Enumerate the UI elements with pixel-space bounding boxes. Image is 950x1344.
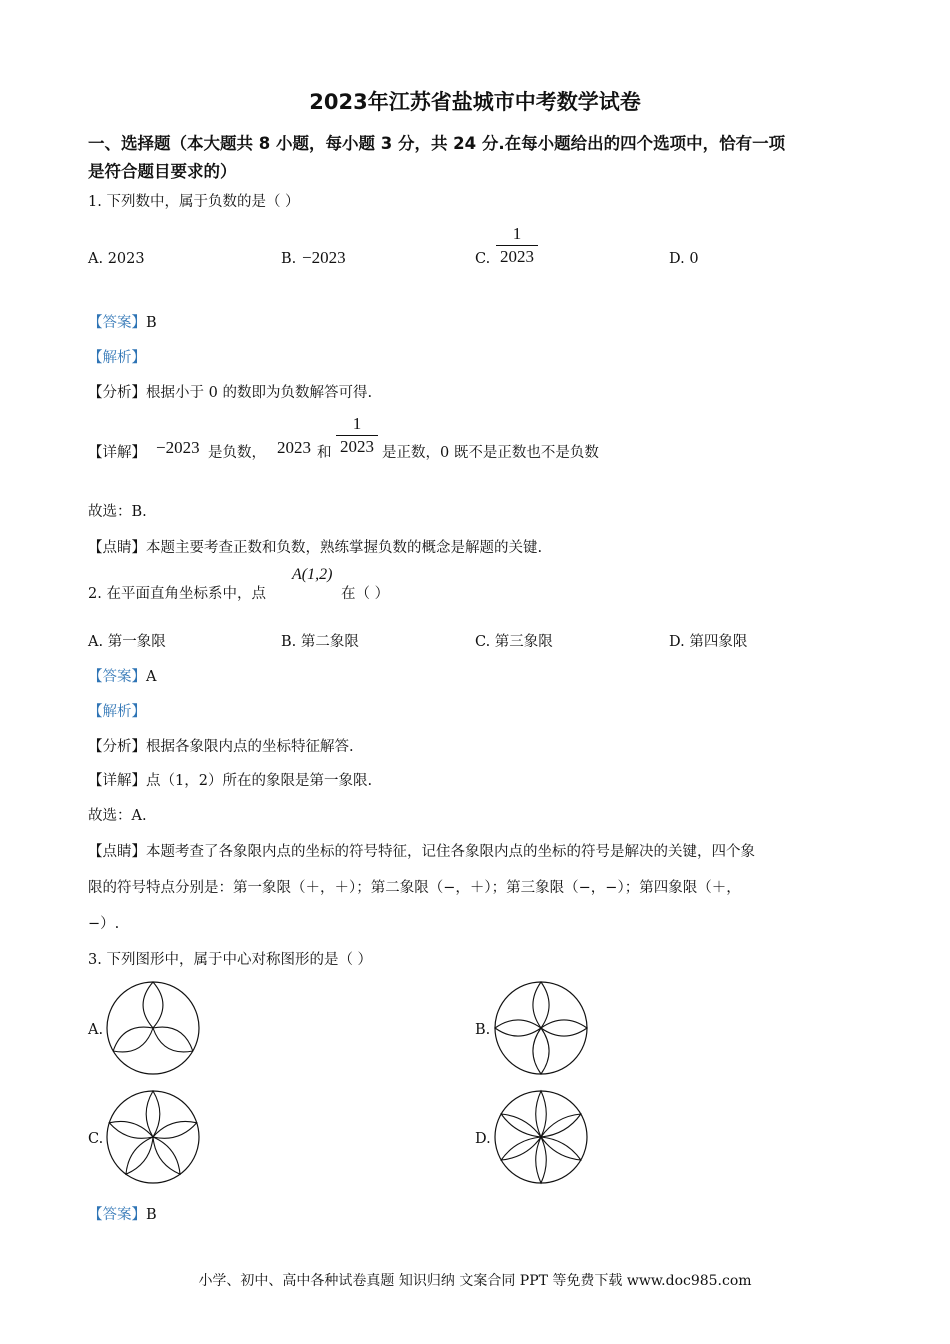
- q2-analysis-tag: 【解析】: [88, 704, 146, 720]
- fraction-bar: [336, 435, 378, 436]
- fenxi-tag: 【分析】: [88, 385, 146, 401]
- answer-tag: 【答案】: [88, 1207, 146, 1223]
- q1-choose: 故选：B.: [88, 504, 147, 520]
- petal: [146, 1091, 160, 1137]
- fraction-bar: [496, 245, 538, 246]
- q2-dianjing-line2: 限的符号特点分别是：第一象限（＋，＋）；第二象限（−，＋）；第三象限（−，−）；第四象限（＋，: [88, 880, 741, 896]
- q1-xiangjie-text1: 是负数，: [208, 445, 266, 461]
- q1-stem: 1. 下列数中，属于负数的是（ ）: [88, 194, 300, 210]
- petal: [153, 1137, 180, 1174]
- dianjing-tag: 【点睛】: [88, 844, 146, 860]
- petal: [541, 1114, 581, 1137]
- q1-option-b-value: −2023: [302, 248, 346, 267]
- q1-xiangjie-denominator: 2023: [340, 437, 374, 456]
- q1-xiangjie-neg2023: −2023: [156, 438, 200, 457]
- petal: [533, 1028, 549, 1074]
- q2-answer: [88, 665, 156, 686]
- page-title: 2023年江苏省盐城市中考数学试卷: [309, 90, 641, 114]
- petal: [533, 982, 549, 1028]
- q3-figure-d: [493, 1089, 589, 1185]
- petal: [113, 1027, 153, 1052]
- q1-xiangjie-2023: 2023: [277, 438, 311, 457]
- q2-xiangjie: [88, 769, 372, 790]
- xiangjie-tag: 【详解】: [88, 773, 146, 789]
- petal: [495, 1020, 541, 1036]
- q2-point: A(1,2): [292, 566, 333, 583]
- q3-figure-c: [105, 1089, 201, 1185]
- q1-answer: [88, 311, 157, 332]
- q1-xiangjie-text2: 是正数，0 既不是正数也不是负数: [382, 445, 599, 461]
- q3-option-a-label: A.: [88, 1022, 104, 1038]
- dianjing-tag: 【点睛】: [88, 540, 146, 556]
- answer-value: B: [146, 1207, 157, 1223]
- q1-option-c-denominator: 2023: [500, 247, 534, 266]
- petal: [109, 1121, 153, 1138]
- xiangjie-text: 点（1，2）所在的象限是第一象限.: [146, 773, 373, 789]
- dianjing-text: 本题考查了各象限内点的坐标的符号特征，记住各象限内点的坐标的符号是解决的关键，四个象: [146, 844, 755, 860]
- q1-option-a: A. 2023: [88, 251, 145, 267]
- petal: [153, 1121, 197, 1138]
- q1-fenxi: [88, 381, 372, 402]
- petal: [126, 1137, 153, 1174]
- fenxi-tag: 【分析】: [88, 739, 146, 755]
- answer-value: A: [146, 669, 157, 685]
- q1-xiangjie-and: 和: [317, 445, 332, 461]
- q1-xiangjie-numerator: 1: [352, 414, 362, 433]
- q2-option-d: D. 第四象限: [669, 634, 748, 650]
- answer-tag: 【答案】: [88, 669, 146, 685]
- fenxi-text: 根据小于 0 的数即为负数解答可得.: [146, 385, 373, 401]
- q2-dianjing-line1: [88, 840, 755, 861]
- q1-option-c-fraction: [496, 224, 538, 267]
- fenxi-text: 根据各象限内点的坐标特征解答.: [146, 739, 354, 755]
- petal: [501, 1114, 541, 1137]
- q1-dianjing: [88, 536, 542, 557]
- q1-option-b-label: B.: [281, 251, 297, 267]
- q3-figure-b: [493, 980, 589, 1076]
- petal: [541, 1137, 581, 1160]
- petal: [143, 982, 163, 1028]
- q3-stem: 3. 下列图形中，属于中心对称图形的是（ ）: [88, 952, 373, 968]
- q3-figure-a: [105, 980, 201, 1076]
- q3-answer: [88, 1203, 157, 1224]
- q2-option-b: B. 第二象限: [281, 634, 359, 650]
- q1-option-c-label: C.: [475, 251, 491, 267]
- q1-xiangjie-tag: 【详解】: [88, 445, 146, 461]
- petal: [501, 1137, 541, 1160]
- q2-fenxi: [88, 735, 354, 756]
- dianjing-text: 本题主要考查正数和负数，熟练掌握负数的概念是解题的关键.: [146, 540, 543, 556]
- petal: [536, 1091, 547, 1137]
- q2-choose: 故选：A.: [88, 808, 147, 824]
- q1-option-d: D. 0: [669, 251, 699, 267]
- petal: [541, 1020, 587, 1036]
- q1-option-c-numerator: 1: [512, 224, 522, 243]
- q2-option-a: A. 第一象限: [88, 634, 166, 650]
- petal: [153, 1027, 193, 1052]
- section-heading-line1: 一、选择题（本大题共 8 小题，每小题 3 分，共 24 分.在每小题给出的四个选项中，恰有一项: [88, 134, 786, 153]
- petal: [536, 1137, 547, 1183]
- q3-option-c-label: C.: [88, 1131, 104, 1147]
- q2-option-c: C. 第三象限: [475, 634, 553, 650]
- section-heading-line2: 是符合题目要求的）: [88, 162, 237, 181]
- q2-stem-post: 在（ ）: [341, 586, 390, 602]
- q1-xiangjie-fraction: [336, 414, 378, 457]
- q2-dianjing-line3: −）.: [88, 916, 120, 932]
- page-footer: 小学、初中、高中各种试卷真题 知识归纳 文案合同 PPT 等免费下载 www.doc985.com: [198, 1273, 752, 1289]
- q3-option-b-label: B.: [475, 1022, 491, 1038]
- answer-tag: 【答案】: [88, 315, 146, 331]
- q1-analysis-tag: 【解析】: [88, 350, 146, 366]
- answer-value: B: [146, 315, 157, 331]
- q2-stem-pre: 2. 在平面直角坐标系中，点: [88, 586, 266, 602]
- q3-option-d-label: D.: [475, 1131, 491, 1147]
